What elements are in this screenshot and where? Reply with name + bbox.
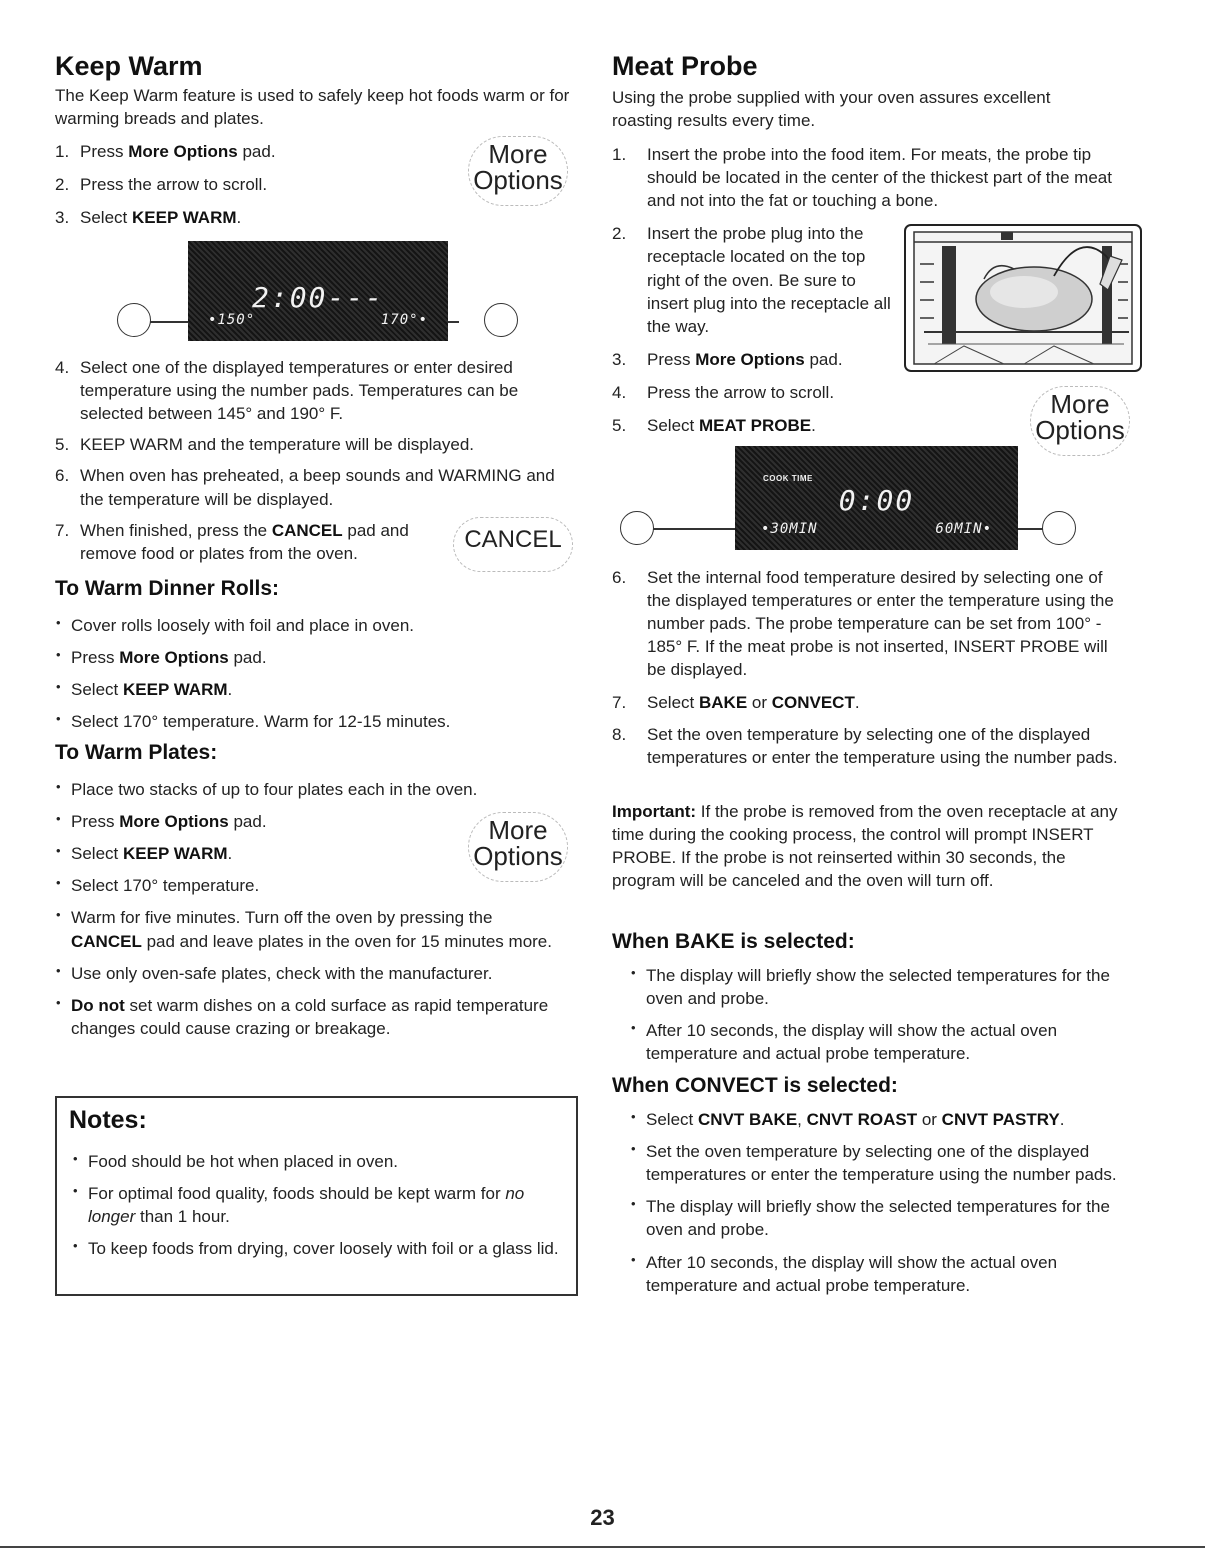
left-knob-icon	[620, 511, 654, 545]
step-item: 2. Insert the probe plug into the receptacle located on the top right of the oven. Be sure to insert plug into the receptacle all the way.	[612, 224, 891, 336]
meat-probe-display: COOK TIME 0:00 •30MIN 60MIN•	[735, 446, 1018, 550]
more-options-key: More Options	[468, 136, 568, 206]
step-item: 3. Select KEEP WARM.	[55, 208, 242, 228]
notes-list	[72, 1150, 562, 1260]
list-item: • After 10 seconds, the display will show the actual oven temperature and actual probe temperature.	[630, 1019, 1125, 1065]
list-item: • The display will briefly show the selected temperatures for the oven and probe.	[630, 964, 1125, 1010]
list-item: • To keep foods from drying, cover loosely with foil or a glass lid.	[72, 1237, 562, 1260]
step-item: 5. KEEP WARM and the temperature will be displayed.	[55, 435, 475, 455]
step-item: 4. Select one of the displayed temperatures or enter desired temperature using the number pads. Temperatures can be selected between 145° and 190° F.	[55, 358, 519, 424]
notes-title: Notes:	[69, 1106, 147, 1134]
important-note: Important: If the probe is removed from the oven receptacle at any time during the cooking process, the control will prompt INSERT PROBE. If the probe is not reinserted within 30 seconds, the program will be canceled and the oven will turn off.	[612, 802, 1118, 891]
keep-warm-display: 2:00--- •150° 170°•	[188, 241, 448, 341]
bake-selected-title: When BAKE is selected:	[612, 930, 855, 953]
step-item: 5. Select MEAT PROBE.	[612, 416, 816, 436]
left-knob-icon	[117, 303, 151, 337]
warm-plates-title: To Warm Plates:	[55, 741, 218, 764]
meat-probe-steps-continued	[612, 566, 1122, 769]
page-number: 23	[590, 1505, 615, 1530]
list-item: • Warm for five minutes. Turn off the oven by pressing the CANCEL pad and leave plates in the oven for 15 minutes more.	[55, 906, 555, 952]
list-item: • Cover rolls loosely with foil and place in oven.	[55, 614, 575, 637]
step-item: 7. Select BAKE or CONVECT.	[612, 692, 860, 712]
meat-probe-intro: Using the probe supplied with your oven assures excellent roasting results every time.	[612, 88, 1051, 131]
bake-selected-list	[630, 964, 1125, 1065]
step-item: 6. Set the internal food temperature desired by selecting one of the displayed temperatures or enter the temperature using the number pads. The probe temperature can be set from 100° - 185° F. If the meat probe is not inserted, INSERT PROBE will be displayed.	[612, 568, 1114, 680]
step-item: 7. When finished, press the CANCEL pad and remove food or plates from the oven.	[55, 520, 409, 563]
bottom-divider	[0, 1546, 1205, 1548]
cancel-key: CANCEL	[453, 517, 573, 572]
step-item: 1. Insert the probe into the food item. For meats, the probe tip should be located in the center of the thickest part of the meat and not into the fat or touching a bone.	[612, 145, 1112, 211]
list-item: • Use only oven-safe plates, check with the manufacturer.	[55, 962, 555, 985]
list-item: • Set the oven temperature by selecting one of the displayed temperatures or enter the temperature using the number pads.	[630, 1140, 1130, 1186]
warm-rolls-list	[55, 614, 575, 733]
list-item: • Do not set warm dishes on a cold surface as rapid temperature changes could cause crazing or breakage.	[55, 994, 555, 1040]
list-item: • Select 170° temperature. Warm for 12-15 minutes.	[55, 710, 575, 733]
list-item: • After 10 seconds, the display will show the actual oven temperature and actual probe temperature.	[630, 1251, 1130, 1297]
convect-selected-list	[630, 1108, 1130, 1297]
more-options-key: More Options	[468, 812, 568, 882]
keep-warm-intro: The Keep Warm feature is used to safely keep hot foods warm or for warming breads and plates.	[55, 86, 570, 129]
list-item: • Press More Options pad.	[55, 646, 575, 669]
list-item: • Select CNVT BAKE, CNVT ROAST or CNVT PASTRY.	[630, 1108, 1130, 1131]
list-item: • Select 170° temperature.	[55, 874, 555, 897]
convect-selected-title: When CONVECT is selected:	[612, 1074, 898, 1097]
list-item: • Select KEEP WARM.	[55, 678, 575, 701]
more-options-key: More Options	[1030, 386, 1130, 456]
step-item: 3. Press More Options pad.	[612, 349, 843, 369]
notes-box	[55, 1096, 578, 1296]
step-item: 6. When oven has preheated, a beep sounds and WARMING and the temperature will be displayed.	[55, 466, 555, 509]
meat-probe-title: Meat Probe	[612, 51, 758, 81]
step-item: 2. Press the arrow to scroll.	[55, 175, 268, 195]
list-item: • For optimal food quality, foods should be kept warm for no longer than 1 hour.	[72, 1182, 562, 1228]
step-item: 4. Press the arrow to scroll.	[612, 382, 835, 402]
list-item: • Place two stacks of up to four plates each in the oven.	[55, 778, 555, 801]
step-item: 8. Set the oven temperature by selecting one of the displayed temperatures or enter the temperature using the number pads.	[612, 724, 1118, 767]
keep-warm-title: Keep Warm	[55, 51, 203, 81]
warm-rolls-title: To Warm Dinner Rolls:	[55, 577, 280, 600]
keep-warm-steps	[55, 140, 455, 229]
list-item: • The display will briefly show the selected temperatures for the oven and probe.	[630, 1195, 1130, 1241]
right-knob-icon	[484, 303, 518, 337]
list-item: • Food should be hot when placed in oven.	[72, 1150, 562, 1173]
list-item: • Select KEEP WARM.	[55, 842, 555, 865]
list-item: • Press More Options pad.	[55, 810, 555, 833]
step-item: 1. Press More Options pad.	[55, 142, 276, 161]
oven-probe-illustration	[904, 224, 1142, 372]
right-knob-icon	[1042, 511, 1076, 545]
